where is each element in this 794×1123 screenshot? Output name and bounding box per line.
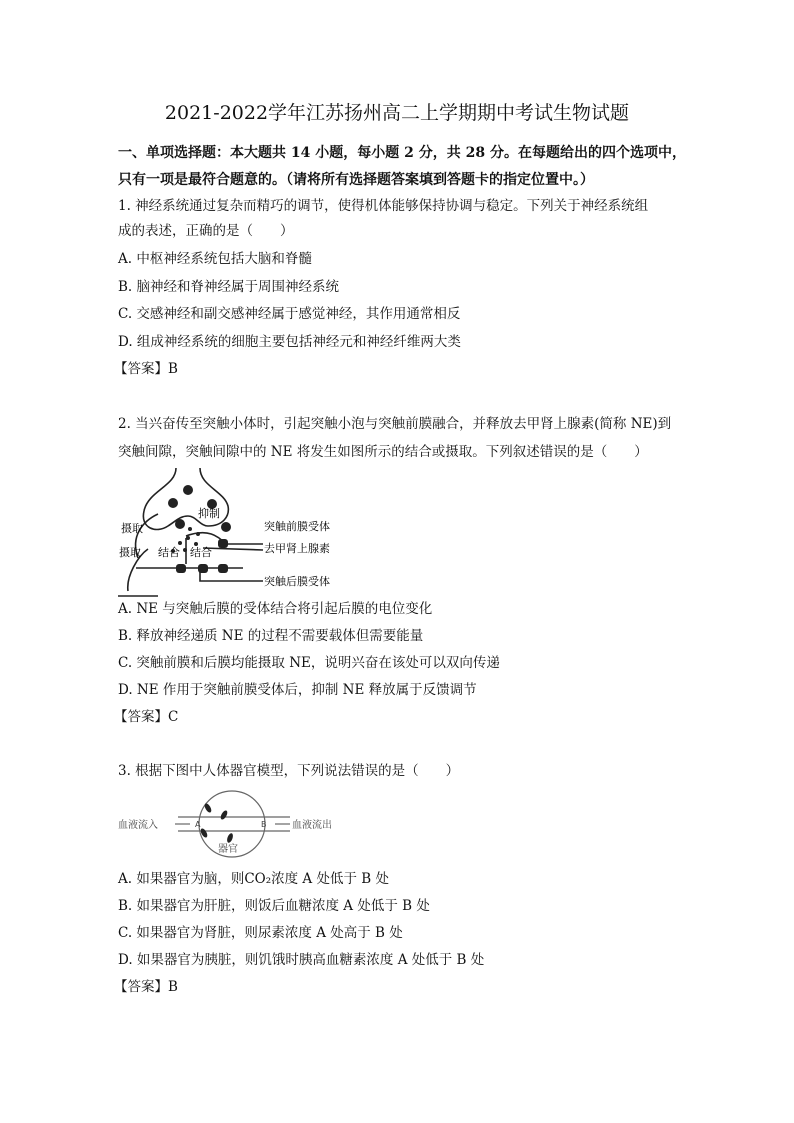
question-1-option-b: B. 脑神经和脊神经属于周围神经系统 [118, 279, 340, 295]
question-1-option-d: D. 组成神经系统的细胞主要包括神经元和神经纤维两大类 [118, 334, 461, 350]
question-3-option-d: D. 如果器官为胰脏，则饥饿时胰高血糖素浓度 A 处低于 B 处 [118, 952, 485, 968]
question-1-option-a: A. 中枢神经系统包括大脑和脊髓 [118, 251, 312, 267]
question-2-option-b: B. 释放神经递质 NE 的过程不需要载体但需要能量 [118, 628, 424, 644]
label-inhibit: 抑制 [198, 507, 220, 520]
question-3-answer: 【答案】B [114, 979, 178, 995]
question-2-answer: 【答案】C [114, 709, 179, 725]
question-2-option-a: A. NE 与突触后膜的受体结合将引起后膜的电位变化 [118, 601, 433, 617]
organ-model-diagram [118, 788, 332, 860]
question-1-option-c: C. 交感神经和副交感神经属于感觉神经，其作用通常相反 [118, 306, 461, 322]
label-ne: 去甲肾上腺素 [264, 542, 330, 555]
section-heading-line2: 只有一项是最符合题意的。（请将所有选择题答案填到答题卡的指定位置中。） [118, 172, 594, 188]
label-uptake: 摄取 [119, 546, 141, 559]
label-uptake: 摄取 [121, 522, 143, 535]
question-1-answer: 【答案】B [114, 361, 178, 377]
synapse-diagram [118, 466, 338, 596]
question-2-option-d: D. NE 作用于突触前膜受体后，抑制 NE 释放属于反馈调节 [118, 682, 477, 698]
label-bind: 结合 [190, 546, 212, 559]
question-3-option-b: B. 如果器官为肝脏，则饭后血糖浓度 A 处低于 B 处 [118, 898, 430, 914]
label-bind: 结合 [158, 546, 180, 559]
question-3-option-a: A. 如果器官为脑，则CO₂浓度 A 处低于 B 处 [118, 871, 389, 887]
question-2-stem: 2. 当兴奋传至突触小体时，引起突触小泡与突触前膜融合，并释放去甲肾上腺素(简称 NE)到 [118, 416, 672, 432]
label-post-receptor: 突触后膜受体 [264, 575, 330, 588]
label-a: A [195, 820, 201, 829]
label-b: B [261, 820, 267, 829]
question-1-stem: 1. 神经系统通过复杂而精巧的调节，使得机体能够保持协调与稳定。下列关于神经系统组 [118, 198, 649, 214]
question-2-option-c: C. 突触前膜和后膜均能摄取 NE，说明兴奋在该处可以双向传递 [118, 655, 500, 671]
label-organ: 器官 [218, 844, 238, 855]
document-title: 2021-2022学年江苏扬州高二上学期期中考试生物试题 [164, 102, 630, 124]
label-blood-in: 血液流入 [118, 820, 158, 831]
label-pre-receptor: 突触前膜受体 [264, 520, 330, 533]
question-1-stem: 成的表述，正确的是（ ） [118, 223, 294, 239]
question-3-option-c: C. 如果器官为肾脏，则尿素浓度 A 处高于 B 处 [118, 925, 403, 941]
question-3-stem: 3. 根据下图中人体器官模型，下列说法错误的是（ ） [118, 763, 460, 779]
section-heading-line1: 一、单项选择题：本大题共 14 小题，每小题 2 分，共 28 分。在每题给出的四个选项中， [118, 145, 686, 161]
question-2-stem: 突触间隙，突触间隙中的 NE 将发生如图所示的结合或摄取。下列叙述错误的是（ ） [118, 444, 648, 460]
label-blood-out: 血液流出 [292, 820, 332, 831]
